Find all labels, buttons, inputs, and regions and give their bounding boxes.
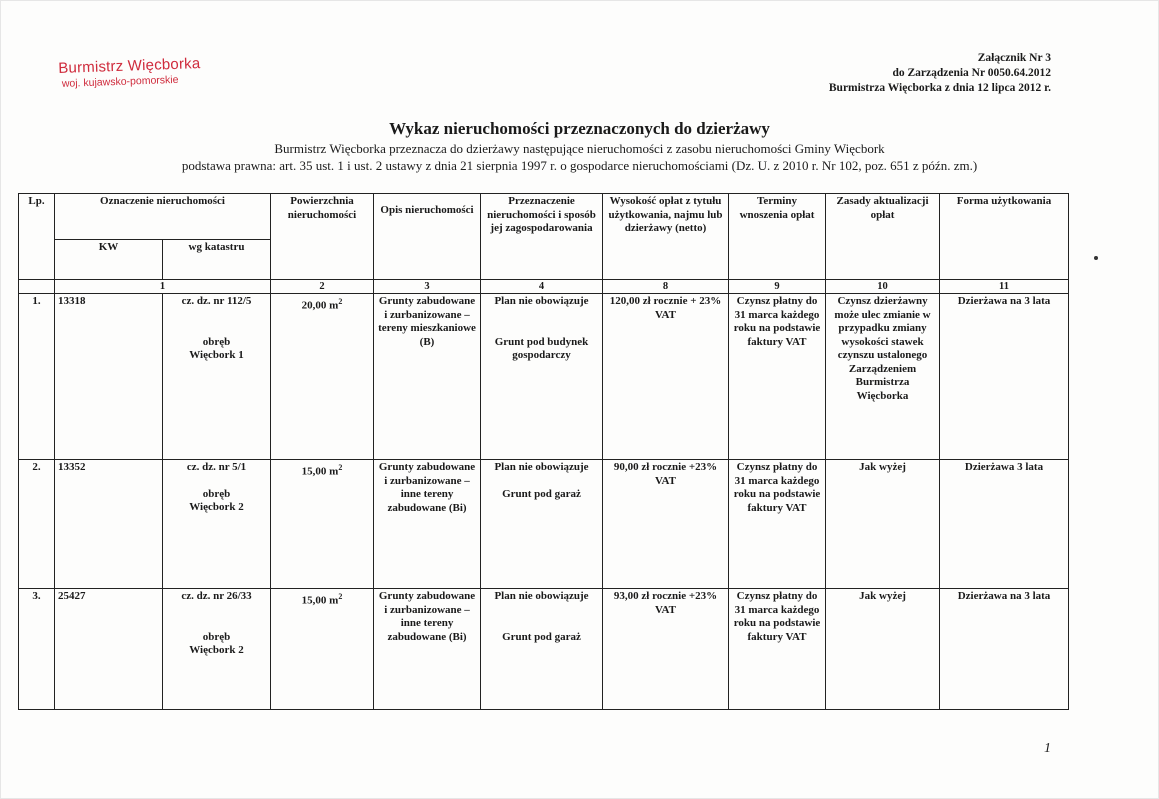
row-katastr (163, 294, 271, 460)
spacer (166, 604, 267, 631)
row-area-unit: 2 (338, 463, 343, 472)
row-obreb: Więcbork 1 (189, 349, 244, 361)
spacer (166, 309, 267, 336)
row-lp: 2. (19, 460, 55, 589)
row-area-value: 15,00 m (301, 465, 339, 478)
row-dzialka: cz. dz. nr 26/33 (181, 590, 252, 602)
row-dzialka: cz. dz. nr 112/5 (181, 295, 252, 307)
subtitle-line1: Burmistrz Więcborka przeznacza do dzierżawy następujące nieruchomości z zasobu nieruchomości Gminy Więcbork (274, 141, 885, 156)
scan-speck (1094, 256, 1098, 260)
table-row (19, 460, 1069, 589)
row-terminy: Czynsz płatny do 31 marca każdego roku na podstawie faktury VAT (729, 460, 826, 589)
row-obreb: Więcbork 2 (189, 644, 244, 656)
header-powierzchnia: Powierzchnia nieruchomości (271, 194, 374, 280)
property-table (18, 193, 1069, 710)
header-katastr: wg katastru (163, 240, 271, 280)
row-area-unit: 2 (338, 592, 343, 601)
row-forma: Dzierżawa na 3 lata (940, 589, 1069, 710)
spacer (484, 475, 599, 488)
row-terminy: Czynsz płatny do 31 marca każdego roku na podstawie faktury VAT (729, 589, 826, 710)
row-terminy: Czynsz płatny do 31 marca każdego roku na podstawie faktury VAT (729, 294, 826, 460)
row-zasady: Czynsz dzierżawny może ulec zmianie w przypadku zmiany wysokości stawek czynszu ustalonego Zarządzeniem Burmistrza Więcborka (826, 294, 940, 460)
row-obreb-label: obręb (202, 487, 231, 500)
header-oznaczenie: Oznaczenie nieruchomości (55, 194, 271, 240)
col-number: 3 (374, 280, 481, 294)
row-opis: Grunty zabudowane i zurbanizowane – tereny mieszkaniowe (B) (374, 294, 481, 460)
col-number: 1 (55, 280, 271, 294)
document-subtitle (0, 140, 1159, 174)
row-kw: 13318 (55, 294, 163, 460)
row-oplata: 93,00 zł rocznie +23% VAT (603, 589, 729, 710)
row-plan: Plan nie obowiązuje (494, 461, 589, 473)
row-forma: Dzierżawa 3 lata (940, 460, 1069, 589)
ordinance-date: Burmistrza Więcborka z dnia 12 lipca 2012 r. (828, 82, 1051, 94)
row-przeznaczenie (481, 589, 603, 710)
row-obreb-label: obręb (202, 335, 231, 348)
header-kw: KW (55, 240, 163, 280)
header-zasady: Zasady aktualizacji opłat (826, 194, 940, 280)
attachment-header (829, 51, 1051, 96)
spacer (166, 475, 267, 488)
row-obreb: Więcbork 2 (189, 501, 244, 513)
column-number-row (19, 280, 1069, 294)
subtitle-line2: podstawa prawna: art. 35 ust. 1 i ust. 2 ustawy z dnia 21 sierpnia 1997 r. o gospodarce nieruchomościami (Dz. U. z 2010 r. Nr 102, poz. 651 z późn. zm.) (181, 158, 978, 173)
attachment-number: Załącznik Nr 3 (977, 52, 1051, 64)
header-row-1 (19, 194, 1069, 240)
row-kw: 25427 (55, 589, 163, 710)
row-area-value: 20,00 m (301, 299, 339, 312)
row-zasady: Jak wyżej (826, 589, 940, 710)
row-przezn: Grunt pod budynek gospodarczy (494, 335, 589, 361)
row-przezn: Grunt pod garaż (502, 630, 581, 643)
row-kw: 13352 (55, 460, 163, 589)
mayor-stamp (58, 55, 201, 90)
row-plan: Plan nie obowiązuje (494, 590, 589, 602)
col-number: 11 (940, 280, 1069, 294)
row-area-value: 15,00 m (301, 594, 339, 607)
row-plan: Plan nie obowiązuje (494, 295, 589, 307)
spacer (484, 604, 599, 631)
row-opis: Grunty zabudowane i zurbanizowane – inne tereny zabudowane (Bi) (374, 460, 481, 589)
header-lp: Lp. (19, 194, 55, 280)
row-obreb-label: obręb (202, 630, 231, 643)
row-opis: Grunty zabudowane i zurbanizowane – inne tereny zabudowane (Bi) (374, 589, 481, 710)
page-number: 1 (1044, 741, 1051, 756)
header-terminy: Terminy wnoszenia opłat (729, 194, 826, 280)
document-title: Wykaz nieruchomości przeznaczonych do dzierżawy (389, 119, 770, 138)
row-lp: 3. (19, 589, 55, 710)
row-przezn: Grunt pod garaż (502, 487, 581, 500)
col-number: 4 (481, 280, 603, 294)
row-katastr (163, 589, 271, 710)
row-area-unit: 2 (338, 297, 343, 306)
row-zasady: Jak wyżej (826, 460, 940, 589)
row-katastr (163, 460, 271, 589)
col-number-blank (19, 280, 55, 294)
row-oplata: 90,00 zł rocznie +23% VAT (603, 460, 729, 589)
ordinance-number: do Zarządzenia Nr 0050.64.2012 (892, 67, 1051, 79)
stamp-line1: Burmistrz Więcborka (58, 55, 201, 77)
col-number: 8 (603, 280, 729, 294)
header-opis: Opis nieruchomości (374, 194, 481, 280)
row-powierzchnia (271, 460, 374, 589)
col-number: 2 (271, 280, 374, 294)
spacer (484, 309, 599, 336)
row-forma: Dzierżawa na 3 lata (940, 294, 1069, 460)
row-oplata: 120,00 zł rocznie + 23% VAT (603, 294, 729, 460)
row-lp: 1. (19, 294, 55, 460)
row-powierzchnia (271, 589, 374, 710)
stamp-line2: woj. kujawsko-pomorskie (61, 73, 179, 90)
header-forma: Forma użytkowania (940, 194, 1069, 280)
row-przeznaczenie (481, 294, 603, 460)
row-powierzchnia (271, 294, 374, 460)
table-row (19, 294, 1069, 460)
col-number: 10 (826, 280, 940, 294)
table-row (19, 589, 1069, 710)
row-przeznaczenie (481, 460, 603, 589)
col-number: 9 (729, 280, 826, 294)
row-dzialka: cz. dz. nr 5/1 (186, 461, 247, 473)
header-przeznaczenie: Przeznaczenie nieruchomości i sposób jej zagospodarowania (481, 194, 603, 280)
header-wysokosc: Wysokość opłat z tytułu użytkowania, najmu lub dzierżawy (netto) (603, 194, 729, 280)
